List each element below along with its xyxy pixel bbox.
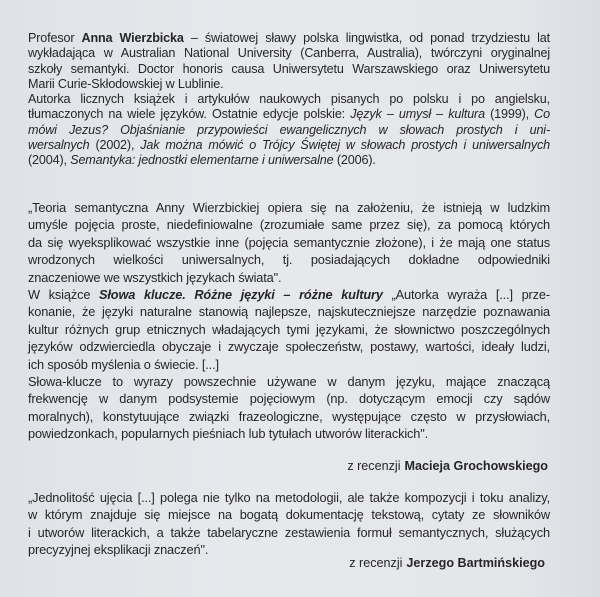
book-title: Język – umysł – kultura bbox=[350, 107, 485, 122]
quote-line: umyśle pojęcia proste, niedefiniowalne (zrozumiałe same przez się), za pomocą których bbox=[28, 217, 550, 233]
quote-line: w którym znajduje się miejsce na bogatą dokumentację tekstową, cytaty ze słowników bbox=[28, 507, 550, 523]
book-title: wersalnych bbox=[28, 138, 90, 153]
quote-line: kultur różnych grup etnicznych władających tymi językami, że słownictwo poszczególnych bbox=[28, 321, 550, 337]
quote-line: znaczeniowe we wszystkich językach świata". bbox=[28, 269, 282, 285]
quote-line: frekwencję w danym podsystemie pojęciowym (np. dotyczącym emocji czy sądów bbox=[28, 391, 550, 407]
book-title: mówi Jezus? Objaśnianie przypowieści ewangelicznych w słowach prostych i uni- bbox=[28, 122, 550, 137]
reviewer-attribution-1 bbox=[347, 459, 548, 473]
quote-line: W książce Słowa klucze. Różne języki – różne kultury „Autorka wyraża [...] prze- bbox=[28, 286, 550, 302]
quote-line: powiedzonkach, popularnych pieśniach lub tytułach utworów literackich". bbox=[28, 426, 429, 442]
quote-line: „Jednolitość ujęcia [...] polega nie tylko na metodologii, ale także kompozycji i toku analizy, bbox=[28, 490, 550, 505]
bio-line: (2004), Semantyka: jednostki elementarne i uniwersalne (2006). bbox=[28, 153, 376, 168]
bio-line: tłumaczonych na wiele języków. Ostatnie edycje polskie: Język – umysł – kultura (1999), Co bbox=[28, 107, 550, 122]
quote-line: języków odzwierciedla obyczaje i zwyczaje społeczeństw, postawy, wartości, ideały ludzi, bbox=[28, 339, 550, 355]
quote-line: ich sposób myślenia o świecie. [...] bbox=[28, 356, 219, 372]
bio-line: wykładająca w Australian National University (Canberra, Australia), twórczyni oryginalnej bbox=[28, 46, 550, 61]
bio-line bbox=[28, 123, 550, 138]
reviewer-name: Macieja Grochowskiego bbox=[404, 459, 548, 473]
quote-line: i utworów literackich, a także tabelaryczne zestawienia formuł semantycznych, służących bbox=[28, 524, 550, 540]
book-title-bold: Słowa klucze. Różne języki – różne kultury bbox=[99, 286, 383, 302]
author-name: Anna Wierzbicka bbox=[81, 31, 184, 45]
bio-line: Autorka licznych książek i artykułów naukowych pisanych po polsku i po angielsku, bbox=[28, 92, 550, 107]
bio-line: szkoły semantyki. Doctor honoris causa Uniwersytetu Warszawskiego oraz Uniwersytetu bbox=[28, 61, 550, 76]
quote-line: moralnych), konstytuujące związki frazeologiczne, występujące często w przysłowiach, bbox=[28, 408, 550, 424]
quote-line: wrodzonych wielkości uniwersalnych, tj. posiadających dokładne odpowiedniki bbox=[28, 252, 550, 268]
review-quote-grochowski bbox=[28, 199, 550, 442]
bio-line: Profesor Anna Wierzbicka – światowej sławy polska lingwistka, od ponad trzydziestu lat bbox=[28, 31, 551, 45]
author-bio bbox=[28, 31, 550, 169]
reviewer-prefix: z recenzji bbox=[349, 556, 403, 570]
book-title: Semantyka: jednostki elementarne i uniwersalne bbox=[70, 153, 334, 168]
quote-line: precyzyjnej eksplikacji znaczeń". bbox=[28, 542, 209, 558]
quote-line: „Teoria semantyczna Anny Wierzbickiej opiera się na założeniu, że istnieją w ludzkim bbox=[28, 200, 550, 215]
bio-line: wersalnych (2002), Jak można mówić o Trójcy Świętej w słowach prostych i uniwersalnych bbox=[28, 138, 550, 153]
reviewer-name: Jerzego Bartmińskiego bbox=[406, 556, 545, 570]
quote-line: konanie, że języki naturalne stanowią najlepsze, najskuteczniejsze narzędzie poznawania bbox=[28, 304, 550, 320]
reviewer-attribution-2 bbox=[349, 556, 545, 570]
book-title: Jak można mówić o Trójcy Świętej w słowach prostych i uniwersalnych bbox=[140, 138, 550, 153]
quote-line: Słowa-klucze to wyrazy powszechnie używane w danym języku, mające znaczącą bbox=[28, 373, 550, 389]
quote-line: da się wyeksplikować wszystkie inne (pojęcia semantycznie złożone), i że mają one status bbox=[28, 234, 550, 250]
reviewer-prefix: z recenzji bbox=[347, 459, 401, 473]
book-title: Co bbox=[534, 107, 550, 122]
bio-line: Marii Curie-Skłodowskiej w Lublinie. bbox=[28, 76, 224, 91]
review-quote-bartminski bbox=[28, 489, 550, 559]
